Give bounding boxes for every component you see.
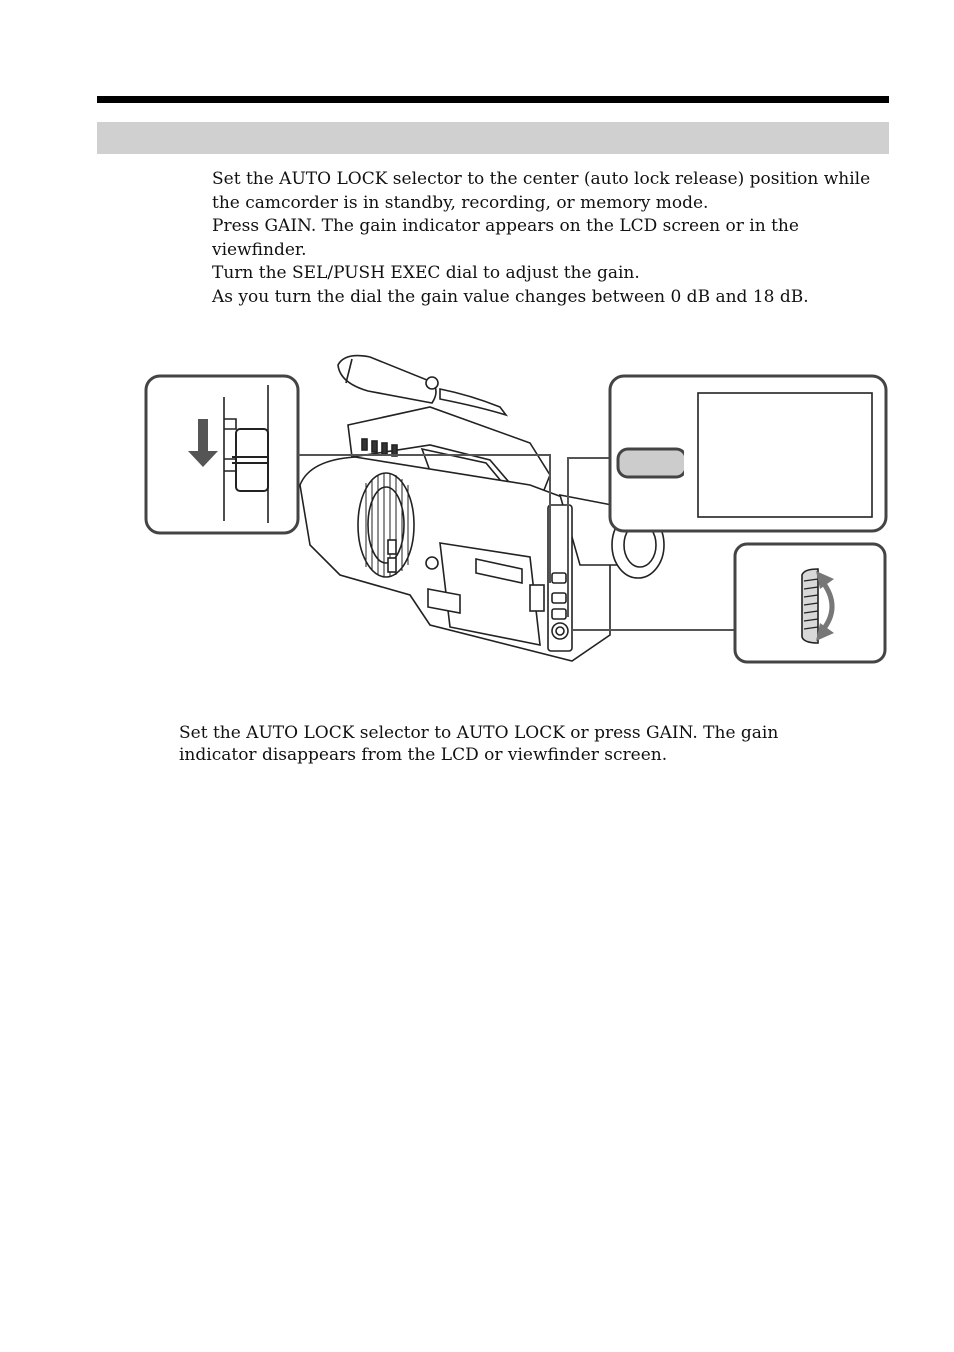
step-list <box>212 168 872 309</box>
section-band <box>97 122 889 154</box>
gain-button-inset <box>610 376 886 531</box>
top-rule <box>97 96 889 103</box>
step-3: Turn the SEL/PUSH EXEC dial to adjust the gain. <box>212 263 640 283</box>
auto-lock-selector-inset <box>146 376 298 533</box>
step-1: Set the AUTO LOCK selector to the center (auto lock release) position while the camcorder is in standby, recording, or memory mode. <box>212 169 871 213</box>
camcorder-illustration <box>140 345 890 670</box>
cancel-text: Set the AUTO LOCK selector to AUTO LOCK or press GAIN. The gain indicator disappears from the LCD or viewfinder screen. <box>179 723 779 765</box>
cancel-instructions <box>179 722 859 766</box>
step-2: Press GAIN. The gain indicator appears on the LCD screen or in the viewfinder. <box>212 216 799 260</box>
sel-push-exec-dial-inset <box>735 544 885 662</box>
step-3-note: As you turn the dial the gain value changes between 0 dB and 18 dB. <box>212 286 809 307</box>
